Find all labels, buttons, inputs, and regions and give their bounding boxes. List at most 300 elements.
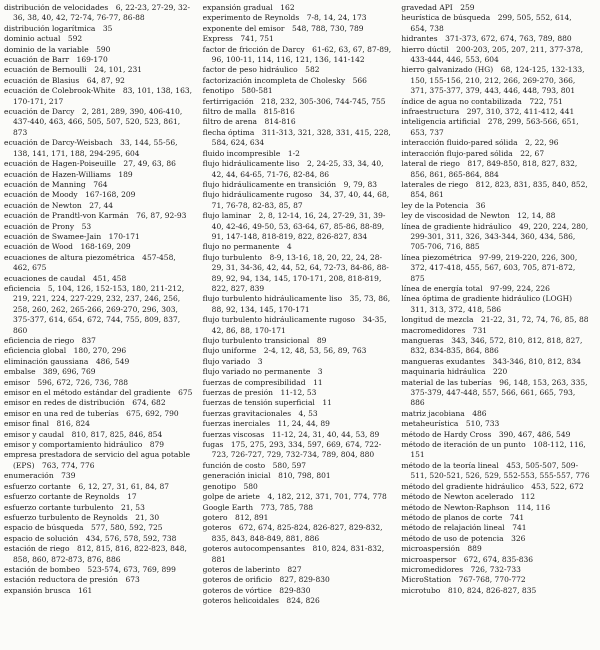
index-term: interacción flujo-pared sólida xyxy=(401,148,513,158)
index-entry xyxy=(401,503,590,513)
index-term: exponente del emisor xyxy=(202,23,285,33)
index-pages: 726, 732-733 xyxy=(470,564,521,574)
index-pages: 812, 823, 831, 835, 840, 852, 854, 861 xyxy=(410,179,588,200)
index-entry xyxy=(203,378,392,388)
index-entry xyxy=(401,336,590,357)
index-term: genotipo xyxy=(202,481,236,491)
index-term: ecuación de Prony xyxy=(4,221,75,231)
index-term: ley de la Potencia xyxy=(401,200,469,210)
index-pages: 175, 275, 293, 334, 597, 669, 674, 722-723, 726-727, 729, 732-734, 789, 804, 880 xyxy=(211,440,382,460)
index-pages: 189 xyxy=(118,169,133,179)
index-pages: 829-830 xyxy=(279,585,311,595)
index-pages: 9, 79, 83 xyxy=(343,179,377,189)
index-pages: 566 xyxy=(352,75,367,85)
index-term: flecha óptima xyxy=(202,127,255,137)
index-term: distribución logarítmica xyxy=(4,23,96,33)
index-term: experimento de Reynolds xyxy=(202,13,300,23)
index-entry xyxy=(203,294,392,315)
index-pages: 810, 824, 831-832, 881 xyxy=(211,544,385,564)
index-term: dominio actual xyxy=(4,34,61,44)
index-term: ecuación de Newton xyxy=(4,200,82,210)
index-term: emisor y comportamiento hidráulico xyxy=(4,440,143,450)
index-pages: 1-2 xyxy=(287,148,300,158)
index-term: emisor y caudal xyxy=(4,429,65,439)
index-term: matriz jacobiana xyxy=(401,408,465,418)
index-term: función de costo xyxy=(202,460,266,470)
index-term: emisor en una red de tuberías xyxy=(4,408,119,418)
index-pages: 837 xyxy=(81,336,96,345)
index-entry xyxy=(4,378,193,388)
index-pages: 741 xyxy=(509,512,525,522)
index-entry xyxy=(203,409,392,419)
index-entry xyxy=(4,419,193,429)
index-term: ecuación de Darcy xyxy=(4,107,75,117)
index-pages: 580 xyxy=(243,481,258,491)
index-entry xyxy=(401,555,590,565)
index-term: fenotipo xyxy=(202,86,234,96)
index-entry xyxy=(4,388,193,398)
index-term: expansión gradual xyxy=(202,3,273,12)
index-pages: 827, 829-830 xyxy=(279,575,330,585)
index-term: eficiencia global xyxy=(4,346,67,356)
index-entry xyxy=(203,575,392,585)
index-term: goteros de orificio xyxy=(202,575,273,585)
index-term: generación inicial xyxy=(202,471,271,481)
index-entry xyxy=(401,544,590,554)
index-pages: 815-816 xyxy=(263,107,295,117)
index-pages: 89 xyxy=(316,336,327,345)
index-term: flujo variado no permanente xyxy=(202,367,311,377)
index-term: ecuación de Blasius xyxy=(4,75,80,85)
index-term: índice de agua no contabilizada xyxy=(401,96,522,106)
index-pages: 741, 751 xyxy=(240,34,274,44)
index-pages: 200-203, 205, 207, 211, 377-378, 433-444, 446, 553, 604 xyxy=(410,44,583,65)
index-pages: 672, 674, 825-824, 826-827, 829-832, 835, 843, 848-849, 881, 886 xyxy=(211,523,383,543)
index-entry xyxy=(401,107,590,117)
index-pages: 343-346, 810, 812, 834 xyxy=(492,356,581,366)
index-entry xyxy=(4,471,193,481)
index-term: ecuación de Swamee-Jain xyxy=(4,231,102,241)
index-term: flujo turbulento hidráulicamente rugoso xyxy=(202,315,356,325)
index-term: método de Hardy Cross xyxy=(401,429,492,439)
index-term: ecuación de Wood xyxy=(4,242,73,252)
index-entry xyxy=(401,482,590,492)
index-pages: 767-768, 770-772 xyxy=(458,575,526,585)
index-pages: 33, 144, 55-56, 138, 141, 171, 188, 294-295, 604 xyxy=(13,138,178,158)
index-pages: 12, 14, 88 xyxy=(517,211,556,221)
index-column-2 xyxy=(199,3,398,650)
index-entry xyxy=(401,117,590,138)
index-entry xyxy=(401,430,590,440)
index-term: emisor xyxy=(4,377,30,387)
index-entry xyxy=(401,378,590,409)
index-pages: 97-99, 219-220, 226, 300, 372, 417-418, 455, 567, 603, 705, 871-872, 875 xyxy=(410,252,578,283)
index-term: fuerzas viscosas xyxy=(202,429,265,439)
index-term: línea de energía total xyxy=(401,283,483,293)
index-entry xyxy=(203,586,392,596)
index-term: dominio de la variable xyxy=(4,44,89,54)
index-entry xyxy=(4,201,193,211)
index-pages: 889 xyxy=(467,544,482,554)
index-term: goteros helicoidales xyxy=(202,596,279,606)
index-pages: 97-99, 224, 226 xyxy=(490,283,550,293)
index-term: método de planos de corte xyxy=(401,512,503,522)
index-entry xyxy=(4,170,193,180)
index-pages: 548, 788, 730, 789 xyxy=(292,23,364,33)
index-term: ecuaciones de altura piezométrica xyxy=(4,252,135,262)
index-term: espacio de solución xyxy=(4,533,79,543)
index-entry xyxy=(203,180,392,190)
index-entry xyxy=(401,409,590,419)
index-pages: 53 xyxy=(81,221,92,231)
index-entry xyxy=(4,222,193,232)
index-pages: 17 xyxy=(127,492,137,502)
index-pages: 3 xyxy=(257,356,263,366)
index-pages: 2-4, 12, 48, 53, 56, 89, 763 xyxy=(263,346,367,356)
index-entry xyxy=(4,138,193,159)
index-term: fuerzas de tensión superficial xyxy=(202,398,315,408)
index-pages: 24, 101, 231 xyxy=(94,65,143,75)
index-entry xyxy=(4,513,193,523)
index-entry xyxy=(4,586,193,596)
index-pages: 371-373, 672, 674, 763, 789, 880 xyxy=(445,34,572,44)
index-term: factor de peso hidráulico xyxy=(202,65,298,75)
index-pages: 672, 674, 835-836 xyxy=(463,554,534,564)
index-entry xyxy=(401,201,590,211)
index-term: flujo laminar xyxy=(202,211,251,221)
index-term: ecuación de Manning xyxy=(4,179,86,189)
index-term: infraestructura xyxy=(401,107,460,117)
index-pages: 35 xyxy=(102,23,113,33)
index-term: metaheurística xyxy=(401,419,459,429)
index-pages: 8-9, 13-16, 18, 20, 22, 24, 28-29, 31, 34-36, 42, 44, 52, 64, 72-73, 84-86, 88-89, 92, 94, 134, 145, 170-171, 208, 818-819, 822, 827, 839 xyxy=(211,252,389,293)
index-entry xyxy=(4,242,193,252)
index-term: flujo turbulento xyxy=(202,252,262,262)
index-entry xyxy=(4,45,193,55)
index-pages: 34, 37, 40, 44, 68, 71, 76-78, 82-83, 85, 87 xyxy=(211,190,390,210)
index-entry xyxy=(4,3,193,24)
index-entry xyxy=(401,492,590,502)
index-entry xyxy=(203,97,392,107)
index-pages: 6, 22-23, 27-29, 32-36, 38, 40, 42, 72-74, 76-77, 86-88 xyxy=(13,3,191,23)
index-term: factor de fricción de Darcy xyxy=(202,44,305,54)
index-term: embalse xyxy=(4,367,36,377)
index-pages: 11-12, 24, 31, 40, 44, 53, 89 xyxy=(271,429,380,439)
index-pages: 49, 220, 224, 280, 299-301, 311, 326, 343-344, 360, 434, 586, 705-706, 716, 885 xyxy=(410,221,589,252)
index-entry xyxy=(401,284,590,294)
index-pages: 297, 310, 372, 411-412, 441 xyxy=(466,107,575,117)
index-pages: 763, 774, 776 xyxy=(42,460,95,470)
index-entry xyxy=(203,159,392,180)
index-entry xyxy=(401,34,590,44)
index-entry xyxy=(203,513,392,523)
index-term: estación de bombeo xyxy=(4,564,80,574)
index-entry xyxy=(4,65,193,75)
index-pages: 11, 24, 44, 89 xyxy=(277,419,330,429)
index-term: material de las tuberías xyxy=(401,377,492,387)
index-entry xyxy=(401,253,590,284)
index-term: ecuaciones de caudal xyxy=(4,273,86,283)
index-pages: 34-35, 42, 86, 88, 170-171 xyxy=(211,315,387,335)
index-term: heurística de búsqueda xyxy=(401,13,491,23)
index-pages: 5, 104, 126, 152-153, 180, 211-212, 219, 221, 224, 227-229, 232, 237, 246, 256, 258, 260, 262, 265-266, 269-270, 296, 303, 375-377, 614, 654, 672, 744, 755, 809, 837, 860 xyxy=(13,283,185,335)
index-entry xyxy=(4,180,193,190)
index-term: ecuación de Moody xyxy=(4,190,78,200)
index-entry xyxy=(203,107,392,117)
index-term: ecuación de Prandtl-von Karmán xyxy=(4,211,129,221)
index-entry xyxy=(203,482,392,492)
index-pages: 108-112, 116, 151 xyxy=(410,440,586,460)
index-entry xyxy=(4,284,193,336)
index-pages: 2, 22, 96 xyxy=(525,138,559,148)
index-entry xyxy=(203,544,392,565)
index-pages: 4 xyxy=(286,242,292,252)
index-term: ecuación de Barr xyxy=(4,55,70,65)
index-term: goteros xyxy=(202,523,232,533)
index-term: hierro galvanizado (HG) xyxy=(401,65,494,75)
index-term: espacio de búsqueda xyxy=(4,523,84,533)
index-term: longitud de mezcla xyxy=(401,315,474,325)
index-term: laterales de riego xyxy=(401,179,469,189)
index-term: eficiencia de riego xyxy=(4,336,75,345)
index-term: método de uso de potencia xyxy=(401,533,504,543)
index-entry xyxy=(203,242,392,252)
index-entry xyxy=(203,211,392,242)
index-pages: 36 xyxy=(475,200,486,210)
index-pages: 814-816 xyxy=(264,117,296,127)
index-entry xyxy=(401,180,590,201)
index-entry xyxy=(401,3,590,13)
index-entry xyxy=(401,222,590,253)
index-pages: 812, 815, 816, 822-823, 848, 858, 860, 872-873, 876, 886 xyxy=(13,544,187,564)
index-column-1 xyxy=(4,3,199,650)
index-entry xyxy=(4,575,193,585)
index-term: goteros autocompensantes xyxy=(202,544,305,554)
index-term: flujo variado xyxy=(202,356,251,366)
index-pages: 259 xyxy=(460,3,475,12)
index-entry xyxy=(203,86,392,96)
index-entry xyxy=(4,534,193,544)
index-entry xyxy=(203,45,392,66)
index-pages: 4, 182, 212, 371, 701, 774, 778 xyxy=(267,492,387,502)
index-pages: 2, 24-25, 33, 34, 40, 42, 44, 64-65, 71-76, 82-84, 86 xyxy=(211,159,384,179)
index-pages: 64, 87, 92 xyxy=(86,75,125,85)
index-entry xyxy=(203,128,392,149)
index-pages: 434, 576, 578, 592, 738 xyxy=(85,533,177,543)
index-entry xyxy=(203,315,392,336)
index-pages: 773, 785, 788 xyxy=(260,502,314,512)
index-pages: 674, 682 xyxy=(132,398,166,408)
index-pages: 167-168, 209 xyxy=(85,190,136,200)
index-term: eficiencia xyxy=(4,283,41,293)
index-entry xyxy=(203,430,392,440)
index-term: método de la teoría lineal xyxy=(401,460,499,470)
index-entry xyxy=(203,346,392,356)
index-pages: 35, 73, 86, 88, 92, 134, 145, 170-171 xyxy=(211,294,391,314)
index-pages: 96, 148, 153, 263, 335, 375-379, 447-448, 557, 566, 661, 665, 793, 886 xyxy=(410,377,588,408)
index-term: microaspersor xyxy=(401,554,457,564)
index-entry xyxy=(401,138,590,148)
index-pages: 523-574, 673, 769, 899 xyxy=(87,564,176,574)
index-entry xyxy=(4,336,193,346)
index-term: flujo hidráulicamente rugoso xyxy=(202,190,313,200)
index-term: ecuación de Bernoulli xyxy=(4,65,87,75)
index-term: método de iteración de un punto xyxy=(401,440,526,450)
index-entry xyxy=(4,232,193,242)
index-pages: 592 xyxy=(67,34,83,44)
index-pages: 817, 849-850, 818, 827, 832, 856, 861, 865-864, 884 xyxy=(410,159,578,179)
index-entry xyxy=(203,503,392,513)
index-pages: 21, 53 xyxy=(120,502,145,512)
index-entry xyxy=(4,398,193,408)
index-term: emisor final xyxy=(4,419,49,429)
index-pages: 580, 597 xyxy=(272,460,307,470)
index-entry xyxy=(401,565,590,575)
index-term: ecuación de Hagen-Poiseuille xyxy=(4,159,116,169)
index-pages: 61-62, 63, 67, 87-89, 96, 100-11, 114, 116, 121, 136, 141-142 xyxy=(211,44,392,65)
index-entry xyxy=(401,440,590,461)
index-entry xyxy=(203,440,392,461)
index-term: microaspersión xyxy=(401,544,460,554)
index-pages: 76, 87, 92-93 xyxy=(136,211,187,221)
index-entry xyxy=(4,211,193,221)
index-pages: 299, 505, 552, 614, 654, 738 xyxy=(410,13,572,33)
index-entry xyxy=(4,253,193,274)
index-pages: 510, 733 xyxy=(465,419,500,429)
index-entry xyxy=(203,419,392,429)
index-term: esfuerzo cortante xyxy=(4,481,71,491)
index-pages: 218, 232, 305-306, 744-745, 755 xyxy=(261,96,386,106)
index-entry xyxy=(203,596,392,606)
index-entry xyxy=(401,159,590,180)
index-pages: 827 xyxy=(287,564,302,574)
index-entry xyxy=(4,523,193,533)
index-term: línea óptima de gradiente hidráulico (LOGH) xyxy=(401,294,573,304)
index-pages: 11 xyxy=(313,377,323,387)
index-pages: 170-171 xyxy=(108,231,140,241)
index-entry xyxy=(203,34,392,44)
index-entry xyxy=(4,492,193,502)
index-term: método de relajación lineal xyxy=(401,523,505,533)
index-pages: 486, 549 xyxy=(95,356,130,366)
index-entry xyxy=(203,357,392,367)
index-pages: 4, 53 xyxy=(298,408,318,418)
index-term: fugas xyxy=(202,440,224,450)
index-entry xyxy=(401,461,590,482)
index-term: fertirrigación xyxy=(202,96,254,106)
index-pages: 810, 798, 801 xyxy=(278,471,331,481)
index-pages: 739 xyxy=(61,471,76,481)
index-entry xyxy=(4,55,193,65)
index-term: fuerzas de compresibilidad xyxy=(202,377,306,387)
index-pages: 27, 49, 63, 86 xyxy=(123,159,176,169)
index-entry xyxy=(203,76,392,86)
index-pages: 580-581 xyxy=(241,86,273,96)
index-term: esfuerzo turbulento de Reynolds xyxy=(4,512,128,522)
index-entry xyxy=(401,419,590,429)
index-pages: 2, 281, 289, 390, 406-410, 437-440, 463, 466, 505, 507, 520, 523, 861, 873 xyxy=(13,107,183,137)
index-entry xyxy=(4,409,193,419)
index-term: ley de viscosidad de Newton xyxy=(401,211,510,221)
index-entry xyxy=(401,326,590,336)
index-term: mangueras exudantes xyxy=(401,356,486,366)
index-term: ecuación de Hazen-Williams xyxy=(4,169,111,179)
index-term: gravedad API xyxy=(401,3,453,12)
index-term: macromedidores xyxy=(401,325,466,335)
index-term: factorización incompleta de Cholesky xyxy=(202,75,346,85)
index-entry xyxy=(4,159,193,169)
index-entry xyxy=(4,367,193,377)
index-term: gotero xyxy=(202,512,228,522)
index-term: eliminación gaussiana xyxy=(4,356,89,366)
index-pages: 879 xyxy=(149,440,165,450)
index-entry xyxy=(203,65,392,75)
index-pages: 764 xyxy=(93,179,108,189)
index-term: Express xyxy=(202,34,233,44)
index-term: enumeración xyxy=(4,471,54,481)
index-entry xyxy=(401,315,590,325)
index-term: ecuación de Colebrook-White xyxy=(4,86,116,96)
index-term: flujo hidráulicamente en transición xyxy=(202,179,337,189)
index-entry xyxy=(203,492,392,502)
index-entry xyxy=(4,440,193,450)
index-pages: 220 xyxy=(492,367,508,377)
index-pages: 83, 101, 138, 163, 170-171, 217 xyxy=(13,86,193,106)
index-pages: 810, 824, 826-827, 835 xyxy=(447,585,537,595)
index-term: Google Earth xyxy=(202,502,254,512)
index-term: método de Newton acelerado xyxy=(401,492,514,502)
index-pages: 741 xyxy=(512,523,527,533)
index-pages: 486 xyxy=(472,408,487,418)
index-term: interacción fluido-pared sólida xyxy=(401,138,518,148)
index-entry xyxy=(401,149,590,159)
index-pages: 6, 12, 27, 31, 61, 84, 87 xyxy=(78,481,169,491)
index-term: estación de riego xyxy=(4,544,70,554)
index-entry xyxy=(4,107,193,138)
index-term: empresa prestadora de servicio del agua potable (EPS) xyxy=(4,450,191,470)
index-pages: 673 xyxy=(125,575,140,585)
index-entry xyxy=(203,367,392,377)
index-entry xyxy=(203,149,392,159)
index-pages: 453, 522, 672 xyxy=(531,481,584,491)
index-entry xyxy=(4,24,193,34)
index-pages: 180, 270, 296 xyxy=(73,346,127,356)
index-term: expansión brusca xyxy=(4,585,71,595)
index-entry xyxy=(203,565,392,575)
index-pages: 582 xyxy=(305,65,320,75)
index-term: estación reductora de presión xyxy=(4,575,118,585)
index-pages: 168-169, 209 xyxy=(80,242,131,252)
index-pages: 810, 817, 825, 846, 854 xyxy=(71,429,163,439)
index-entry xyxy=(4,190,193,200)
index-pages: 169-170 xyxy=(76,55,108,65)
index-pages: 7-8, 14, 24, 173 xyxy=(306,13,367,23)
index-entry xyxy=(401,367,590,377)
index-term: esfuerzo cortante turbulento xyxy=(4,502,114,512)
index-entry xyxy=(401,586,590,596)
index-term: línea piezométrica xyxy=(401,252,472,262)
index-entry xyxy=(401,357,590,367)
index-term: método de Newton-Raphson xyxy=(401,502,510,512)
index-pages: 343, 346, 572, 810, 812, 818, 827, 832, 834-835, 864, 886 xyxy=(410,336,583,356)
index-pages: 451, 458 xyxy=(92,273,127,283)
index-pages: 824, 826 xyxy=(286,596,320,606)
index-pages: 21, 30 xyxy=(135,512,160,522)
index-pages: 11 xyxy=(322,398,332,408)
index-pages: 731 xyxy=(472,325,487,335)
index-entry xyxy=(401,294,590,315)
index-term: hierro dúctil xyxy=(401,44,449,54)
